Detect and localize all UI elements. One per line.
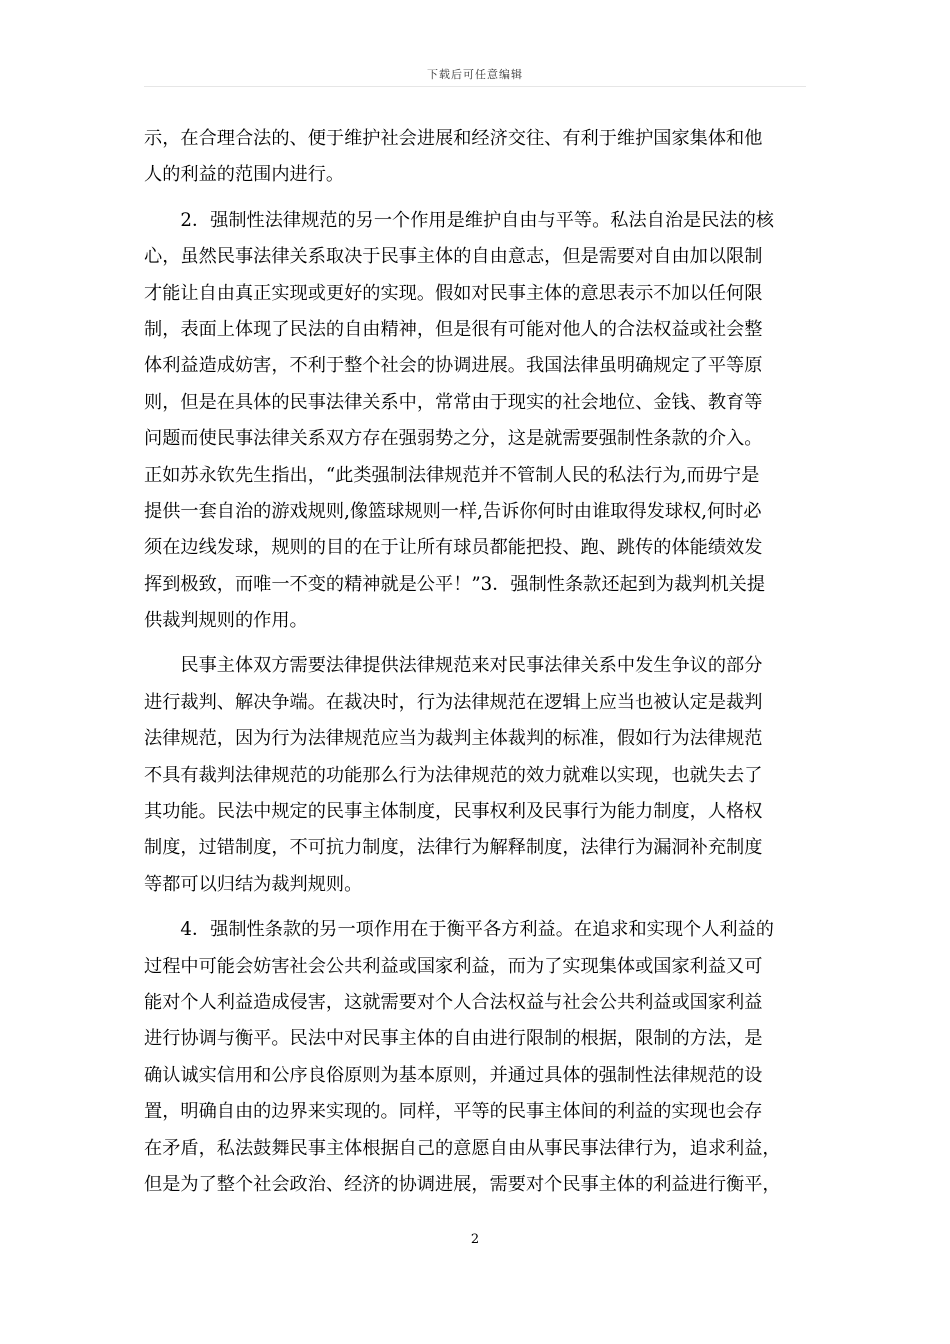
text-line: 示，在合理合法的、便于维护社会进展和经济交往、有利于维护国家集体和他 — [144, 128, 763, 149]
text-line: 正如苏永钦先生指出，“此类强制法律规范并不管制人民的私法行为,而毋宁是 — [144, 464, 760, 486]
text-line: 2．强制性法律规范的另一个作用是维护自由与平等。私法自治是民法的核 — [144, 209, 774, 231]
text-line: 人的利益的范围内进行。 — [144, 164, 345, 186]
text-line: 体利益造成妨害，不利于整个社会的协调进展。我国法律虽明确规定了平等原 — [144, 355, 763, 377]
text-line: 不具有裁判法律规范的功能那么行为法律规范的效力就难以实现，也就失去了 — [144, 764, 763, 786]
paragraph-2 — [144, 203, 808, 640]
text-line: 问题而使民事法律关系双方存在强弱势之分，这是就需要强制性条款的介入。 — [144, 428, 763, 450]
text-line: 但是为了整个社会政治、经济的协调进展，需要对个民事主体的利益进行衡平， — [144, 1173, 781, 1195]
text-line: 挥到极致，而唯一不变的精神就是公平！”3．强制性条款还起到为裁判机关提 — [144, 573, 766, 595]
text-line: 进行协调与衡平。民法中对民事主体的自由进行限制的根据，限制的方法，是 — [144, 1028, 763, 1050]
text-line: 确认诚实信用和公序良俗原则为基本原则，并通过具体的强制性法律规范的设 — [144, 1064, 763, 1086]
text-line: 则，但是在具体的民事法律关系中，常常由于现实的社会地位、金钱、教育等 — [144, 391, 763, 413]
text-line: 法律规范，因为行为法律规范应当为裁判主体裁判的标准，假如行为法律规范 — [144, 728, 763, 750]
text-line: 过程中可能会妨害社会公共利益或国家利益，而为了实现集体或国家利益又可 — [144, 955, 763, 977]
text-line: 4．强制性条款的另一项作用在于衡平各方利益。在追求和实现个人利益的 — [144, 919, 774, 941]
text-line: 其功能。民法中规定的民事主体制度，民事权利及民事行为能力制度，人格权 — [144, 801, 763, 823]
text-line: 在矛盾，私法鼓舞民事主体根据自己的意愿自由从事民事法律行为，追求利益， — [144, 1137, 781, 1159]
text-line: 能对个人利益造成侵害，这就需要对个人合法权益与社会公共利益或国家利益 — [144, 991, 763, 1013]
text-line: 才能让自由真正实现或更好的实现。假如对民事主体的意思表示不加以任何限 — [144, 282, 763, 304]
text-line: 等都可以归结为裁判规则。 — [144, 873, 363, 895]
text-line: 民事主体双方需要法律提供法律规范来对民事法律关系中发生争议的部分 — [144, 655, 763, 677]
text-line: 供裁判规则的作用。 — [144, 610, 308, 632]
body-text — [144, 121, 808, 1203]
text-line: 须在边线发球，规则的目的在于让所有球员都能把投、跑、跳传的体能绩效发 — [144, 537, 763, 559]
paragraph-1 — [144, 121, 808, 194]
paragraph-4 — [144, 912, 808, 1203]
page-header: 下载后可任意编辑 — [427, 68, 523, 81]
paragraph-3 — [144, 648, 808, 903]
text-line: 制，表面上体现了民法的自由精神，但是很有可能对他人的合法权益或社会整 — [144, 318, 763, 340]
text-line: 提供一套自治的游戏规则,像篮球规则一样,告诉你何时由谁取得发球权,何时必 — [144, 500, 762, 522]
text-line: 心，虽然民事法律关系取决于民事主体的自由意志，但是需要对自由加以限制 — [144, 246, 763, 268]
text-line: 制度，过错制度，不可抗力制度，法律行为解释制度，法律行为漏洞补充制度 — [144, 837, 763, 859]
text-line: 进行裁判、解决争端。在裁决时，行为法律规范在逻辑上应当也被认定是裁判 — [144, 691, 763, 713]
text-line: 置，明确自由的边界来实现的。同样，平等的民事主体间的利益的实现也会存 — [144, 1101, 763, 1123]
page-number: 2 — [470, 1232, 480, 1247]
header-divider — [144, 86, 806, 87]
